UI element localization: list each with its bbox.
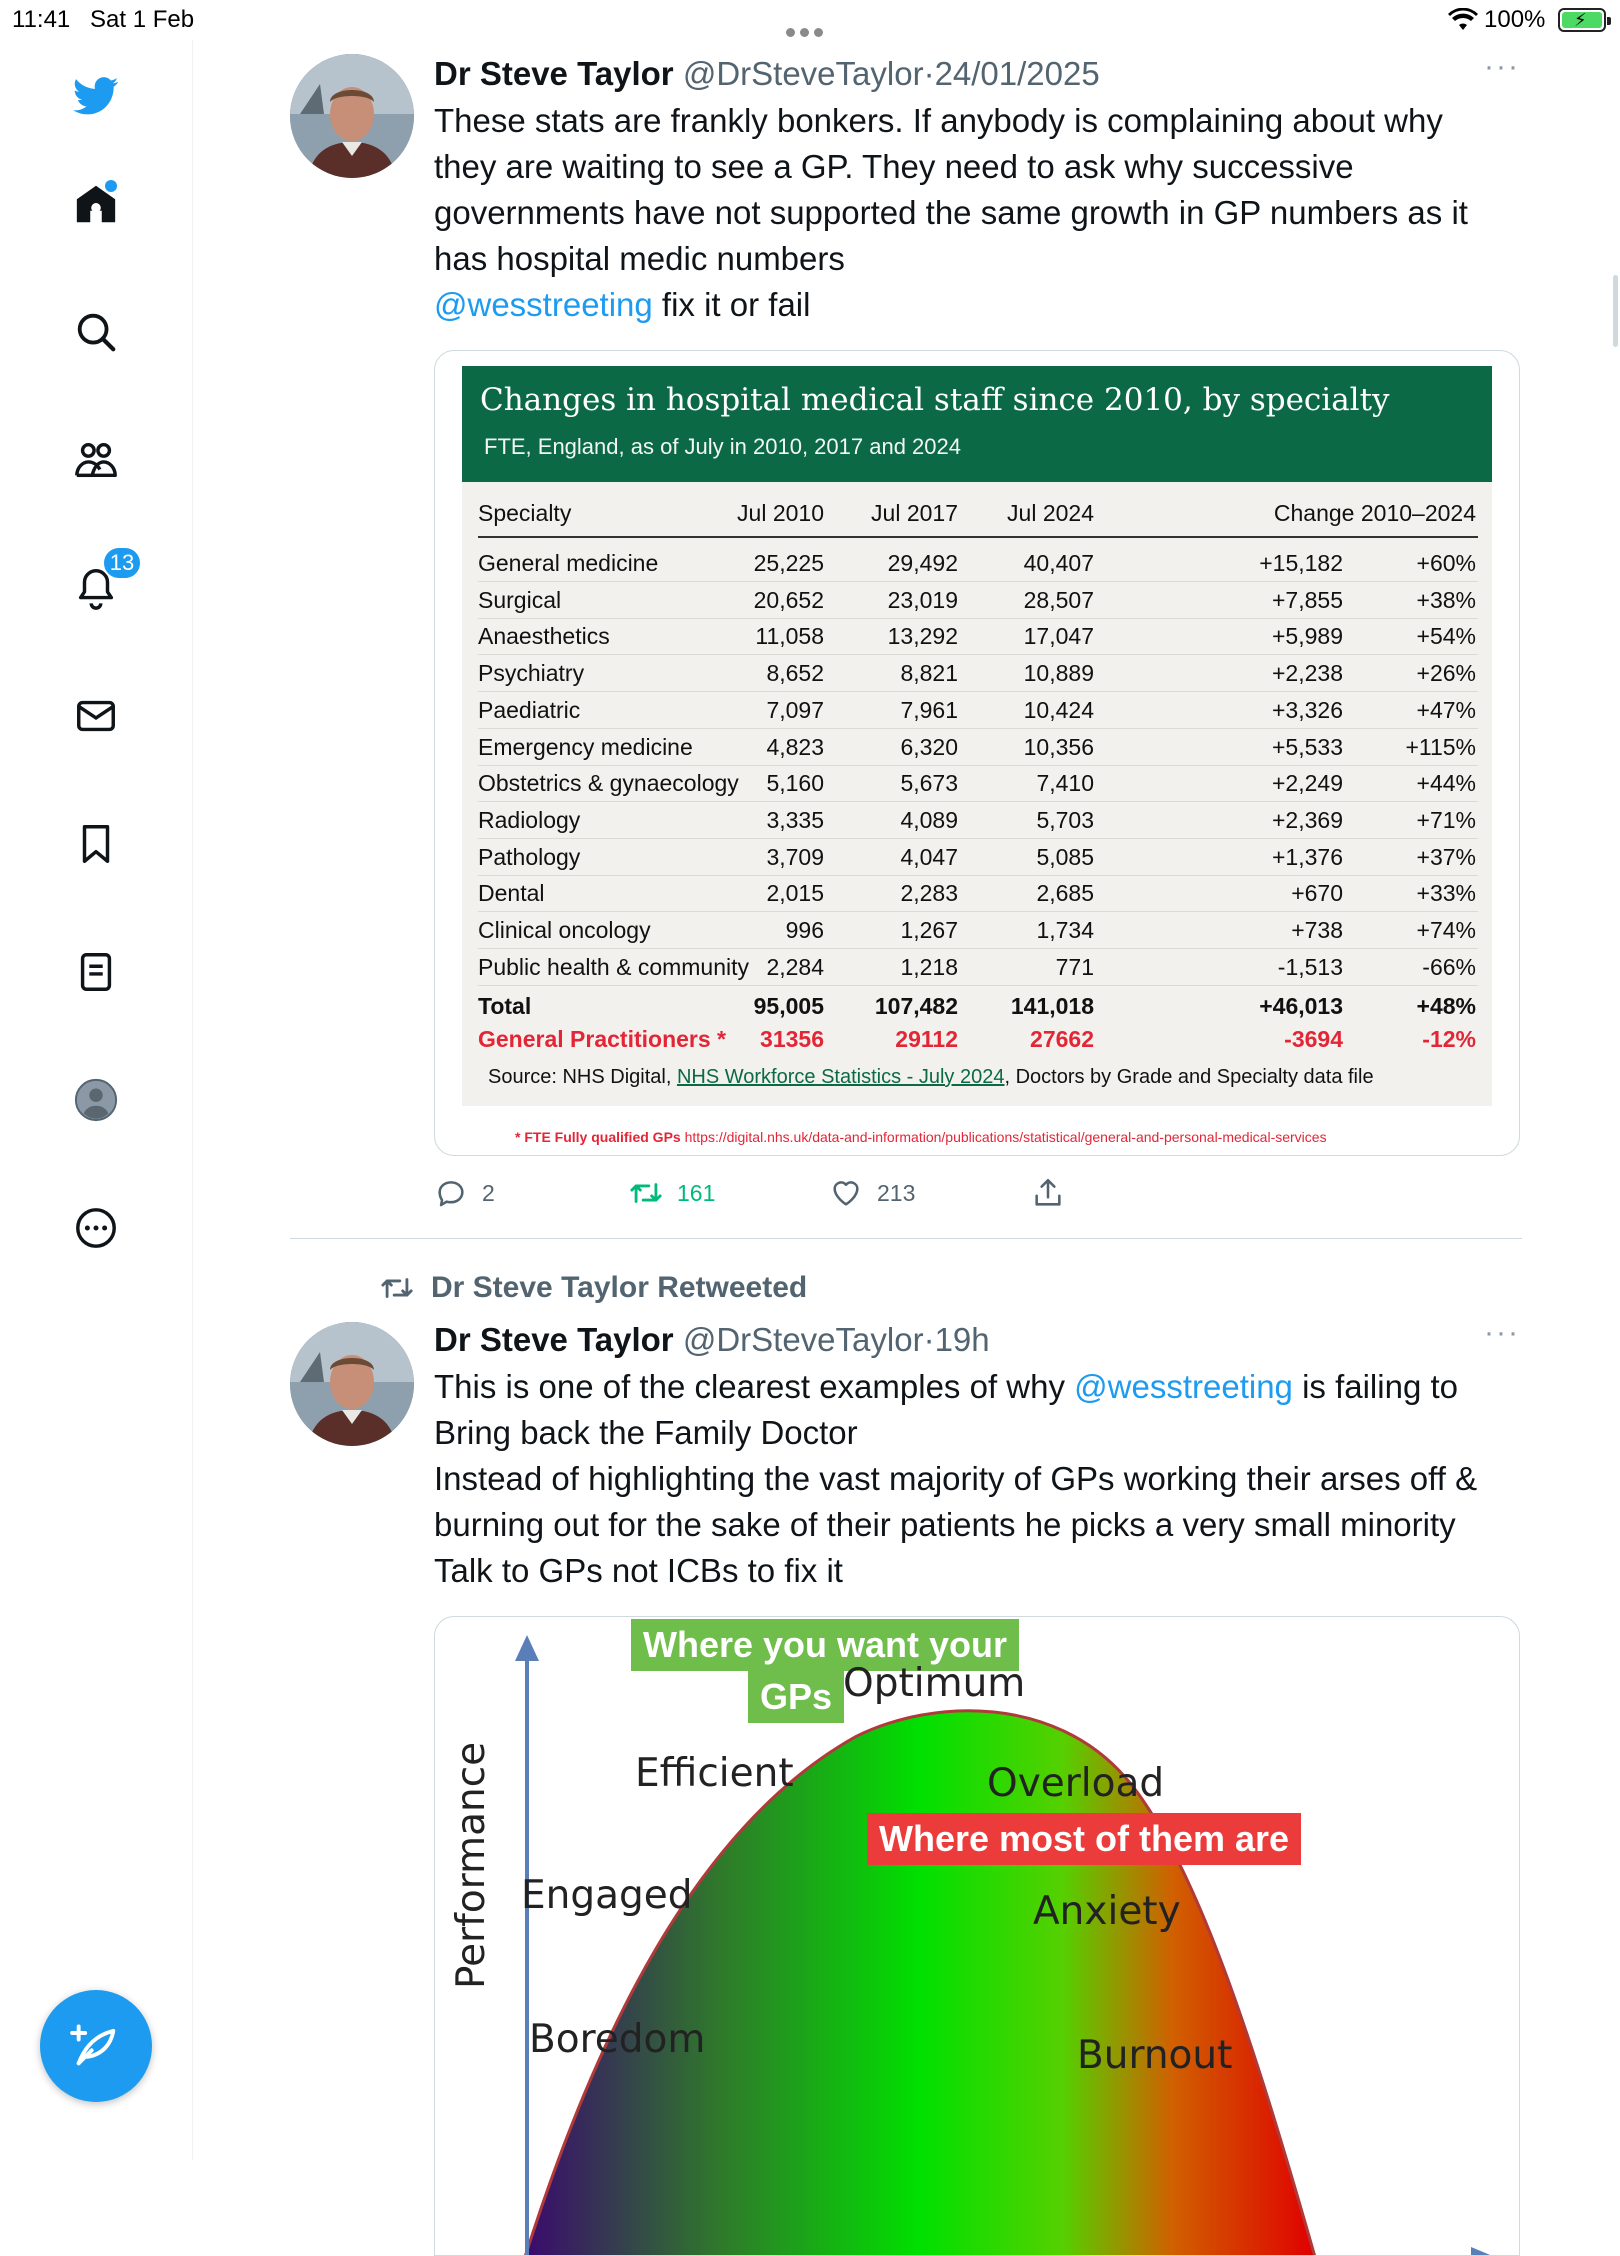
where-most-are-tag: Where most of them are <box>867 1813 1301 1865</box>
table-cell: 8,821 <box>900 660 958 687</box>
table-cell: 40,407 <box>1023 550 1094 576</box>
table-cell: +738 <box>1291 917 1343 943</box>
table-cell: General medicine <box>478 550 659 576</box>
table-cell: 25,225 <box>753 550 824 576</box>
table-cell: 8,652 <box>766 660 824 687</box>
table-cell: 7,097 <box>766 696 824 723</box>
staff-table-infographic <box>462 366 1492 1106</box>
table-cell: General Practitioners * <box>478 1026 726 1052</box>
table-cell: -66% <box>1422 953 1476 980</box>
tweet-header <box>434 52 1520 96</box>
where-you-want-tag-gps: GPs <box>748 1671 844 1723</box>
mail-icon <box>73 693 119 739</box>
author-avatar[interactable] <box>290 1322 414 1446</box>
table-cell: 2,284 <box>766 953 824 980</box>
more-circle-icon <box>73 1205 119 1251</box>
table-title: Changes in hospital medical staff since 2010, by specialty <box>480 382 1390 418</box>
table-row <box>478 693 1478 729</box>
table-cell: +48% <box>1416 993 1476 1019</box>
table-cell: 5,673 <box>900 770 958 797</box>
table-cell: 10,356 <box>1023 733 1094 760</box>
tweet-text-line: has hospital medic numbers <box>434 240 845 277</box>
tweet-text-line: burning out for the sake of their patients he picks a very small minority <box>434 1506 1456 1543</box>
heart-icon <box>829 1176 863 1210</box>
label-boredom: Boredom <box>529 2017 706 2062</box>
table-cell: +115% <box>1405 733 1476 760</box>
table-cell: 1,218 <box>900 953 958 980</box>
y-axis-label: Performance <box>449 1741 494 1989</box>
author-avatar[interactable] <box>290 54 414 178</box>
sidebar-item-profile[interactable] <box>62 1066 130 1134</box>
table-cell: 7,961 <box>900 696 958 723</box>
source-link: NHS Workforce Statistics - July 2024 <box>676 1066 1005 1088</box>
tweet-text <box>434 98 1520 328</box>
table-header-row <box>478 496 1478 538</box>
twitter-logo-icon[interactable] <box>62 62 130 130</box>
label-overload: Overload <box>987 1761 1165 1806</box>
table-cell: Anaesthetics <box>478 623 610 650</box>
table-cell: +2,249 <box>1272 770 1343 797</box>
table-cell: Jul 2010 <box>737 500 824 526</box>
reply-count: 2 <box>482 1179 495 1206</box>
table-cell: Jul 2024 <box>1007 500 1094 526</box>
table-cell: 3,335 <box>766 806 824 833</box>
sidebar-item-more[interactable] <box>62 1194 130 1262</box>
mention-link[interactable]: @wesstreeting <box>1074 1368 1293 1405</box>
table-cell: 17,047 <box>1023 623 1094 650</box>
table-cell: 4,823 <box>766 733 824 760</box>
table-cell: 2,015 <box>766 880 824 907</box>
table-cell: +3,326 <box>1272 696 1343 723</box>
table-cell: Change 2010–2024 <box>1273 500 1476 526</box>
retweeted-by-label: Dr Steve Taylor Retweeted <box>431 1271 808 1304</box>
table-cell: Public health & community <box>478 953 750 980</box>
tweet-more-button[interactable]: ··· <box>1484 1316 1520 1349</box>
table-cell: 141,018 <box>1010 993 1094 1019</box>
sidebar-item-explore[interactable] <box>62 298 130 366</box>
status-bar <box>0 0 1620 40</box>
table-cell: +5,989 <box>1272 623 1343 650</box>
table-row <box>478 840 1478 876</box>
table-cell: 28,507 <box>1023 586 1094 613</box>
table-cell: 20,652 <box>753 586 824 613</box>
table-cell: +54% <box>1416 623 1476 650</box>
table-cell: 2,685 <box>1036 880 1094 907</box>
author-name[interactable]: Dr Steve Taylor <box>434 1321 674 1358</box>
label-burnout: Burnout <box>1077 2033 1233 2078</box>
tweet-divider <box>290 1238 1522 1239</box>
table-cell: +5,533 <box>1272 733 1343 760</box>
scrollbar[interactable] <box>1613 275 1618 347</box>
author-name[interactable]: Dr Steve Taylor <box>434 55 674 92</box>
mention-link[interactable]: @wesstreeting <box>434 286 653 323</box>
table-cell: 107,482 <box>874 993 958 1019</box>
tweet-header <box>434 1318 1520 1362</box>
bookmark-icon <box>73 821 119 867</box>
label-efficient: Efficient <box>635 1751 794 1796</box>
table-cell: 6,320 <box>900 733 958 760</box>
sidebar <box>0 40 193 2160</box>
sidebar-item-lists[interactable] <box>62 938 130 1006</box>
table-cell: 1,734 <box>1036 917 1094 943</box>
sidebar-item-communities[interactable] <box>62 426 130 494</box>
table-cell: 3,709 <box>766 843 824 870</box>
tweet-timestamp[interactable]: 24/01/2025 <box>934 55 1100 92</box>
table-cell: Radiology <box>478 806 581 833</box>
tweet-image-table[interactable] <box>434 350 1520 1156</box>
table-cell: Psychiatry <box>478 660 585 687</box>
share-button[interactable] <box>1031 1176 1065 1210</box>
tweet-text-line: Instead of highlighting the vast majority of GPs working their arses off & <box>434 1460 1478 1497</box>
label-engaged: Engaged <box>521 1873 693 1918</box>
table-cell: +71% <box>1416 806 1476 833</box>
table-cell: +2,369 <box>1272 806 1343 833</box>
reply-button[interactable] <box>434 1176 495 1210</box>
table-row <box>478 656 1478 692</box>
compose-icon <box>70 2020 122 2072</box>
retweet-button[interactable] <box>629 1176 715 1210</box>
table-cell: Total <box>478 993 532 1019</box>
table-cell: 5,085 <box>1036 843 1094 870</box>
table-source: Source: NHS Digital, NHS Workforce Statistics - July 2024, Doctors by Grade and Specialty data file <box>488 1066 1374 1088</box>
tweet-timestamp[interactable]: 19h <box>934 1321 990 1358</box>
retweet-icon <box>629 1176 663 1210</box>
table-cell: Dental <box>478 880 545 907</box>
table-footnote: * FTE Fully qualified GPs https://digital.nhs.uk/data-and-information/publications/statistical/general-and-personal-medical-services <box>515 1129 1327 1145</box>
multitasking-dots-icon[interactable] <box>786 16 832 26</box>
table-cell: 1,267 <box>900 917 958 943</box>
battery-percent: 100% <box>1484 6 1546 33</box>
table-row <box>478 766 1478 802</box>
status-date: Sat 1 Feb <box>90 6 195 33</box>
status-time: 11:41 <box>12 6 71 33</box>
retweet-count: 161 <box>677 1179 716 1206</box>
table-row <box>478 913 1478 949</box>
table-cell: 2,283 <box>900 880 958 907</box>
table-gp-row <box>478 1022 1478 1058</box>
table-cell: 29,492 <box>887 550 958 576</box>
tweet-image-curve[interactable] <box>434 1616 1520 2256</box>
table-cell: 4,089 <box>900 806 958 833</box>
table-cell: 31356 <box>760 1026 824 1052</box>
table-row <box>478 583 1478 619</box>
table-cell: +15,182 <box>1259 550 1343 576</box>
table-row <box>478 619 1478 655</box>
tweet-actions <box>434 1176 1520 1216</box>
table-cell: +2,238 <box>1272 660 1343 687</box>
reply-icon <box>434 1176 468 1210</box>
table-cell: Clinical oncology <box>478 917 651 943</box>
search-icon <box>73 309 119 355</box>
table-cell: -1,513 <box>1277 953 1343 980</box>
table-cell: 23,019 <box>887 586 958 613</box>
avatar-icon <box>73 1077 119 1123</box>
table-cell: 11,058 <box>755 623 824 650</box>
label-optimum: Optimum <box>843 1661 1026 1706</box>
like-button[interactable] <box>829 1176 915 1210</box>
table-cell: 13,292 <box>887 623 958 650</box>
tweet-text-line: These stats are frankly bonkers. If anybody is complaining about why <box>434 102 1443 139</box>
table-cell: 10,889 <box>1023 660 1094 687</box>
share-icon <box>1031 1176 1065 1210</box>
table-cell: +26% <box>1416 660 1476 687</box>
communities-icon <box>73 437 119 483</box>
tweet-more-button[interactable]: ··· <box>1484 50 1520 83</box>
table-banner <box>462 366 1492 482</box>
sidebar-item-notifications[interactable] <box>62 550 135 622</box>
table-cell: Emergency medicine <box>478 733 693 760</box>
table-cell: Obstetrics & gynaecology <box>478 770 739 797</box>
tweet-text-line: Talk to GPs not ICBs to fix it <box>434 1552 843 1589</box>
table-cell: +44% <box>1416 770 1476 797</box>
author-handle[interactable]: @DrSteveTaylor <box>682 1321 924 1358</box>
table-cell: 4,047 <box>900 843 958 870</box>
table-cell: +37% <box>1416 843 1476 870</box>
battery-icon: ⚡ <box>1558 8 1606 32</box>
table-cell: 996 <box>785 917 824 943</box>
tweet-text-line: governments have not supported the same growth in GP numbers as it <box>434 194 1468 231</box>
table-cell: -12% <box>1422 1026 1476 1052</box>
like-count: 213 <box>877 1179 916 1206</box>
label-anxiety: Anxiety <box>1033 1889 1181 1934</box>
compose-button[interactable] <box>40 1990 152 2102</box>
table-cell: +46,013 <box>1259 993 1343 1019</box>
table-cell: +47% <box>1416 696 1476 723</box>
performance-curve-graphic <box>435 1617 1520 2256</box>
home-unread-dot <box>105 180 117 192</box>
table-cell: +1,376 <box>1272 843 1343 870</box>
sidebar-item-bookmarks[interactable] <box>62 810 130 878</box>
table-cell: 95,005 <box>753 993 824 1019</box>
tweet-1[interactable] <box>290 52 1520 1217</box>
separator: · <box>923 55 935 92</box>
table-cell: 5,160 <box>766 770 824 797</box>
tweet-text-line: Bring back the Family Doctor <box>434 1414 858 1451</box>
notification-count-badge: 13 <box>102 546 142 580</box>
table-cell: +7,855 <box>1272 586 1343 613</box>
table-cell: Paediatric <box>478 696 581 723</box>
table-total-row <box>478 989 1478 1025</box>
where-you-want-tag: Where you want your <box>631 1619 1019 1671</box>
table-row <box>478 876 1478 912</box>
list-icon <box>73 949 119 995</box>
table-cell: +38% <box>1416 586 1476 613</box>
table-cell: Pathology <box>478 843 581 870</box>
table-cell: 27662 <box>1030 1026 1094 1052</box>
table-cell: -3694 <box>1284 1026 1343 1052</box>
table-cell: +60% <box>1416 550 1476 576</box>
table-row <box>478 730 1478 766</box>
table-cell: 29112 <box>895 1026 958 1052</box>
sidebar-item-home[interactable] <box>62 170 130 238</box>
table-cell: +670 <box>1291 880 1343 907</box>
table-row <box>478 803 1478 839</box>
table-row <box>478 950 1478 986</box>
sidebar-item-messages[interactable] <box>62 682 130 750</box>
author-handle[interactable]: @DrSteveTaylor <box>682 55 924 92</box>
retweet-context[interactable] <box>377 1268 807 1308</box>
table-cell: +33% <box>1416 880 1476 907</box>
separator: · <box>923 1321 935 1358</box>
tweet-text-line: they are waiting to see a GP. They need to ask why successive <box>434 148 1354 185</box>
table-cell: Specialty <box>478 500 572 526</box>
table-cell: Jul 2017 <box>871 500 958 526</box>
retweet-icon <box>377 1271 417 1305</box>
table-cell: Surgical <box>478 586 562 613</box>
table-subtitle: FTE, England, as of July in 2010, 2017 and 2024 <box>484 434 961 459</box>
table-cell: +74% <box>1416 917 1476 943</box>
wifi-icon <box>1448 8 1478 32</box>
table-cell: 5,703 <box>1036 806 1094 833</box>
tweet-text-tail: fix it or fail <box>652 286 811 323</box>
table-row <box>478 546 1478 582</box>
tweet-text: This is one of the clearest examples of why @wesstreeting is failing to Bring back the Family Doctor Instead of highlighting the vast majority of GPs working their arses off & burning out for the sake of their patients he picks a very small minority Talk to GPs not ICBs to fix it <box>434 1364 1520 1594</box>
table-cell: 7,410 <box>1036 770 1094 797</box>
table-cell: 10,424 <box>1023 696 1094 723</box>
tweet-2[interactable] <box>290 1268 1520 2160</box>
table-cell: 771 <box>1055 953 1094 980</box>
